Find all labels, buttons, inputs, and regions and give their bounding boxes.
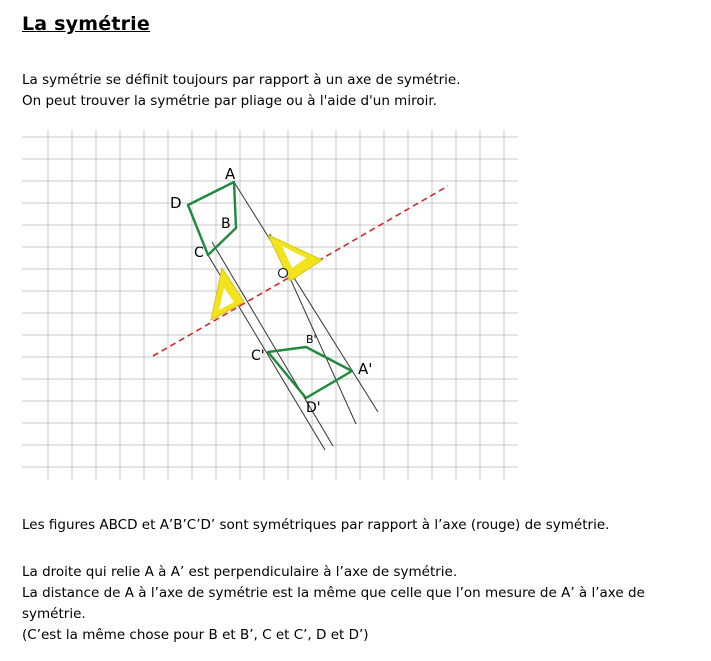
intro-line-2: On peut trouver la symétrie par pliage ou à l'aide d'un miroir.: [22, 93, 437, 109]
statement-text: Les figures ABCD et A’B’C’D’ sont symétriques par rapport à l’axe (rouge) de symétrie.: [22, 517, 610, 533]
label-a-prime: A': [358, 360, 373, 378]
label-b: B: [221, 216, 231, 232]
line-a-a-prime: [234, 182, 378, 412]
label-c-prime: C': [251, 348, 265, 364]
property-distance: La distance de A à l’axe de symétrie est la même que celle que l’on mesure de A’ à l’axe de symétrie.: [22, 585, 645, 622]
set-square-upper: [268, 235, 322, 281]
grid: [22, 130, 518, 480]
intro-line-1: La symétrie se définit toujours par rapport à un axe de symétrie.: [22, 72, 461, 88]
property-other-points: (C’est la même chose pour B et B’, C et C’, D et D’): [22, 627, 369, 643]
properties-paragraph: [22, 562, 692, 646]
label-d-prime: D': [306, 400, 321, 416]
quadrilateral-a-prime-b-prime-c-prime-d-prime: [268, 347, 352, 398]
point-o: [279, 269, 288, 278]
label-c: C: [194, 245, 204, 261]
perpendicular-lines: [208, 182, 378, 450]
property-perpendicular: La droite qui relie A à A’ est perpendiculaire à l’axe de symétrie.: [22, 564, 458, 580]
page-title: La symétrie: [22, 13, 150, 35]
label-a: A: [225, 165, 236, 183]
label-d: D: [170, 194, 182, 212]
label-b-prime: B': [306, 333, 317, 346]
